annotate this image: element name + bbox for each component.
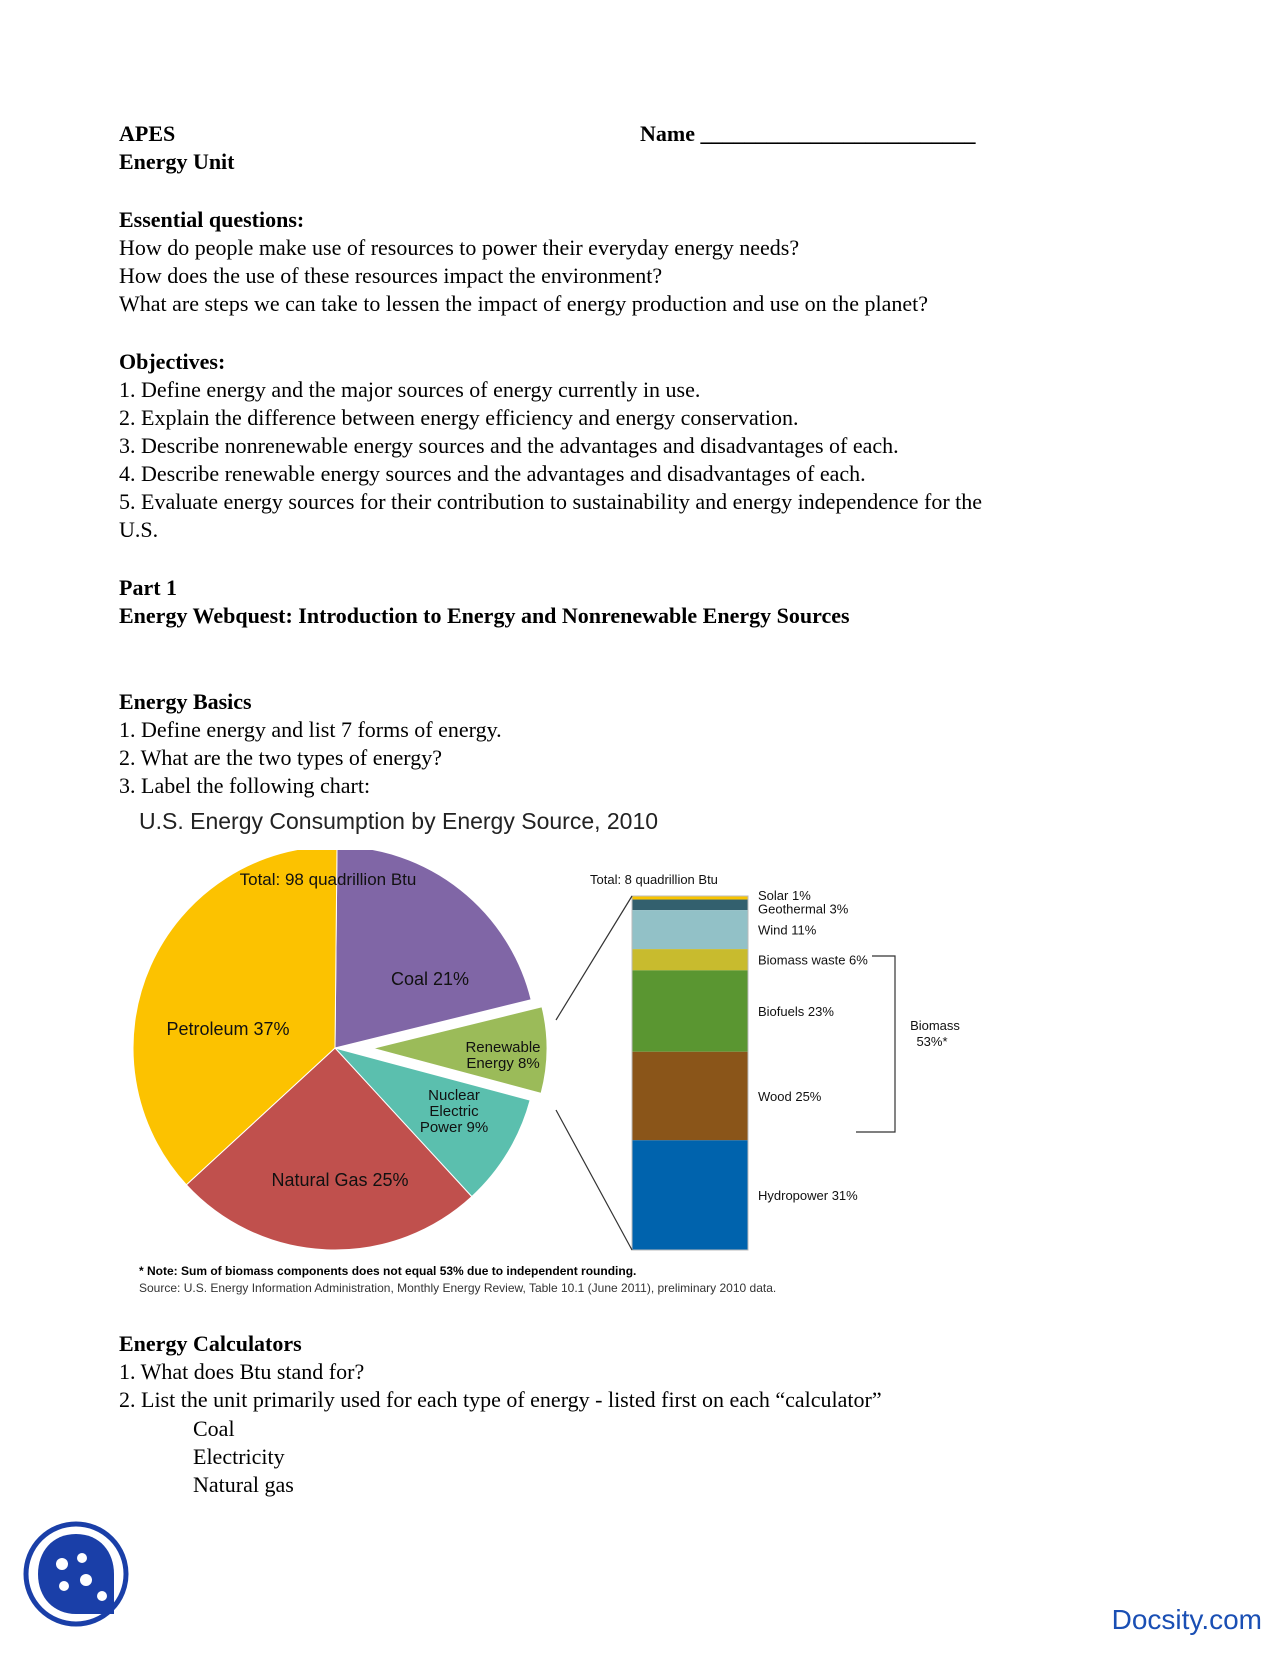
- part1-heading: Part 1: [119, 575, 178, 600]
- bar-segment: [632, 900, 748, 911]
- pie-label: Electric: [429, 1103, 479, 1120]
- name-field-label: Name _________________________: [640, 121, 976, 146]
- objective-item: 1. Define energy and the major sources of energy currently in use.: [119, 377, 701, 402]
- bar-segment-label: Biofuels 23%: [758, 1004, 834, 1020]
- essential-question: How do people make use of resources to power their everyday energy needs?: [119, 235, 800, 260]
- connector-line: [556, 896, 632, 1020]
- objective-item: 5. Evaluate energy sources for their contribution to sustainability and energy independence for the: [119, 489, 983, 514]
- objective-item: 4. Describe renewable energy sources and the advantages and disadvantages of each.: [119, 461, 866, 486]
- basics-question: 3. Label the following chart:: [119, 773, 371, 798]
- chart-note: * Note: Sum of biomass components does not equal 53% due to independent rounding.: [139, 1264, 637, 1278]
- energy-consumption-chart: [0, 850, 1280, 1270]
- docsity-brand: Docsity.com: [1111, 1604, 1262, 1635]
- docsity-logo-icon: [22, 1518, 130, 1630]
- bar-segment: [632, 1052, 748, 1141]
- bar-segment-label: Solar 1%: [758, 888, 811, 903]
- chart-source: Source: U.S. Energy Information Administration, Monthly Energy Review, Table 10.1 (June 2011), preliminary 2010 data.: [139, 1281, 777, 1295]
- course-label: APES: [119, 121, 176, 146]
- bar-segment: [632, 910, 748, 949]
- objective-item: 3. Describe nonrenewable energy sources and the advantages and disadvantages of each.: [119, 433, 899, 458]
- calculators-question: 1. What does Btu stand for?: [119, 1359, 365, 1384]
- bar-segment-label: Wood 25%: [758, 1089, 822, 1105]
- connector-line: [556, 1110, 632, 1250]
- biomass-bracket: [856, 956, 895, 1132]
- energy-type-item: Electricity: [193, 1444, 285, 1469]
- bar-segment-label: Wind 11%: [758, 922, 817, 938]
- bar-segment-label: Biomass waste 6%: [758, 952, 868, 968]
- pie-label: Nuclear: [428, 1087, 480, 1104]
- basics-question: 2. What are the two types of energy?: [119, 745, 442, 770]
- objective-item: 2. Explain the difference between energy efficiency and energy conservation.: [119, 405, 799, 430]
- unit-title: Energy Unit: [119, 149, 235, 174]
- bar-segment: [632, 949, 748, 970]
- pie-label: Renewable: [465, 1039, 541, 1056]
- bar-segment: [632, 896, 748, 900]
- bar-segment: [632, 1140, 748, 1250]
- calculators-heading: Energy Calculators: [119, 1331, 302, 1356]
- pie-label: Petroleum 37%: [166, 1019, 290, 1039]
- pie-label: Power 9%: [419, 1119, 489, 1136]
- energy-type-item: Coal: [193, 1416, 235, 1441]
- calculators-question: 2. List the unit primarily used for each type of energy - listed first on each “calculator”: [119, 1387, 882, 1412]
- biomass-label: Biomass: [910, 1018, 960, 1033]
- objectives-heading: Objectives:: [119, 349, 226, 374]
- bar-segment-label: Geothermal 3%: [758, 901, 849, 917]
- pie-label: Coal 21%: [390, 969, 470, 989]
- essential-heading: Essential questions:: [119, 207, 305, 232]
- biomass-label: 53%*: [916, 1034, 948, 1049]
- objective-item-continued: U.S.: [119, 517, 159, 542]
- energy-type-item: Natural gas: [193, 1472, 294, 1497]
- basics-heading: Energy Basics: [119, 689, 252, 714]
- chart-title: U.S. Energy Consumption by Energy Source, 2010: [139, 808, 659, 834]
- essential-question: What are steps we can take to lessen the impact of energy production and use on the planet?: [119, 291, 929, 316]
- essential-question: How does the use of these resources impact the environment?: [119, 263, 663, 288]
- part1-subheading: Energy Webquest: Introduction to Energy and Nonrenewable Energy Sources: [119, 603, 850, 628]
- pie-total-label: Total: 98 quadrillion Btu: [239, 870, 417, 889]
- pie-label: Energy 8%: [466, 1055, 540, 1072]
- pie-label: Natural Gas 25%: [271, 1170, 409, 1190]
- basics-question: 1. Define energy and list 7 forms of energy.: [119, 717, 502, 742]
- bar-total-label: Total: 8 quadrillion Btu: [590, 872, 718, 887]
- bar-segment: [632, 970, 748, 1051]
- bar-segment-label: Hydropower 31%: [758, 1188, 858, 1204]
